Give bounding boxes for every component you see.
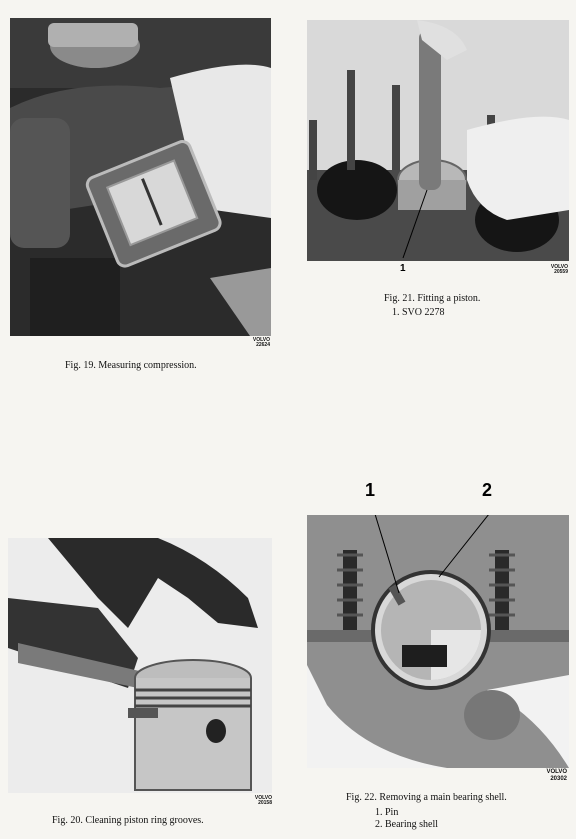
fig21-caption: Fig. 21. Fitting a piston. [384, 293, 481, 304]
fig20-code: 20158 [258, 800, 272, 806]
fig19-code: 22624 [256, 342, 270, 348]
fig21-legend-item: 1. SVO 2278 [392, 307, 445, 318]
fig21-code: 20559 [554, 269, 568, 275]
fig21-brand: VOLVO [550, 264, 568, 270]
fig20-brand: VOLVO [254, 795, 272, 801]
fig22-legend-item-2: 2. Bearing shell [375, 819, 439, 830]
fig22-caption: Fig. 22. Removing a main bearing shell. [346, 792, 507, 803]
fig22-code: 20302 [550, 776, 567, 782]
fig22-legend-item-1: 1. Pin [375, 807, 399, 818]
fig20-volvo-code [228, 796, 272, 806]
fig19-brand: VOLVO [252, 337, 270, 343]
fig19-photo [10, 18, 271, 336]
fig21-volvo-code [525, 265, 568, 275]
fig22-photo [307, 515, 569, 768]
fig19-volvo-code [226, 338, 270, 348]
fig20-photo [8, 538, 272, 793]
fig19-caption: Fig. 19. Measuring compression. [65, 360, 197, 371]
fig22-callout-2: 2 [482, 480, 493, 500]
fig22-brand: VOLVO [546, 769, 567, 775]
fig22-callout-1: 1 [365, 480, 376, 500]
fig20-caption: Fig. 20. Cleaning piston ring grooves. [52, 815, 204, 826]
fig21-photo [307, 20, 569, 261]
fig21-callout-1: 1 [400, 263, 406, 274]
fig22-volvo-code [527, 769, 567, 783]
